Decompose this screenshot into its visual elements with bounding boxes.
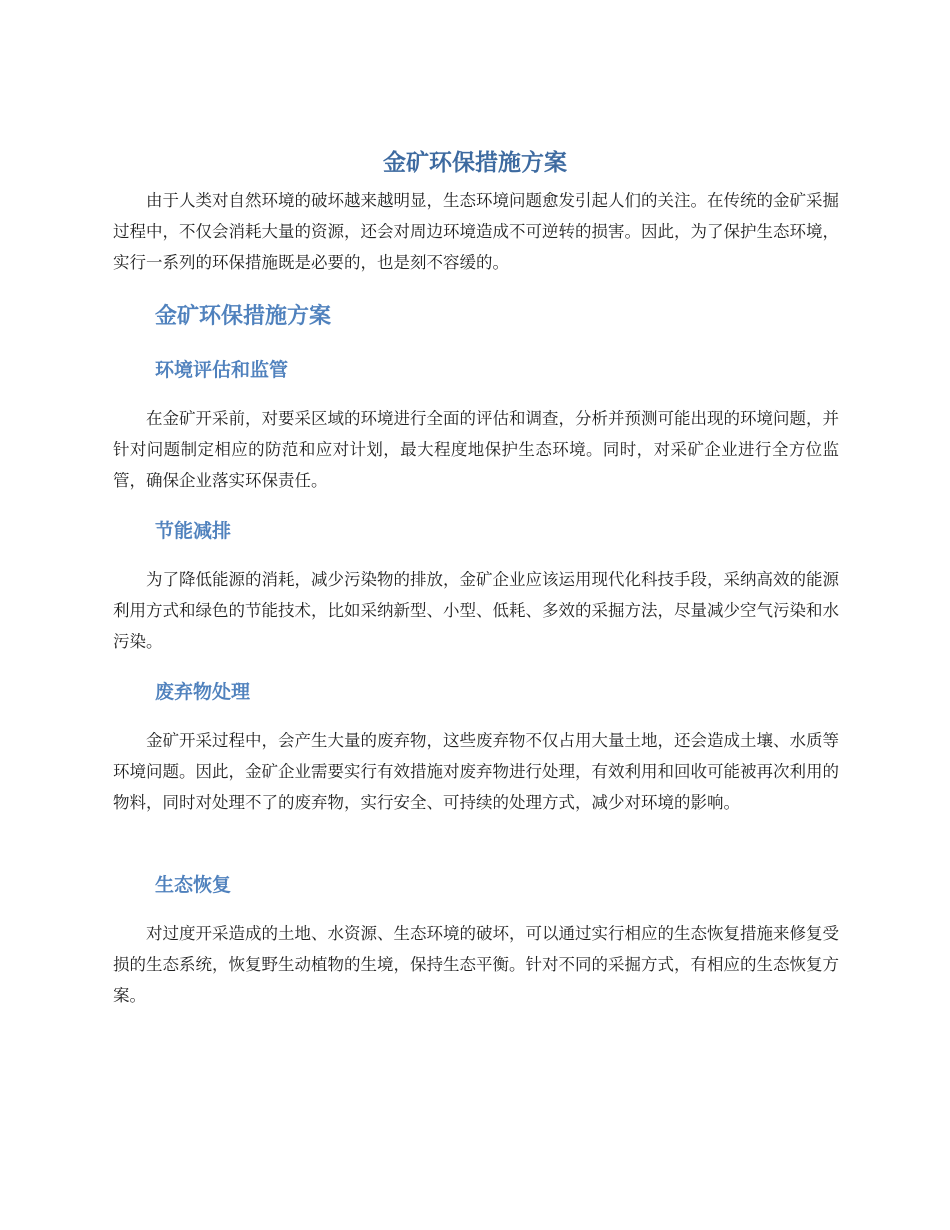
paragraph-ecological-restoration: 对过度开采造成的土地、水资源、生态环境的破坏，可以通过实行相应的生态恢复措施来修复受损的生态系统，恢复野生动植物的生境，保持生态平衡。针对不同的采掘方式，有相应的生态恢复方案。: [113, 924, 839, 1005]
page-title: 金矿环保措施方案: [383, 150, 567, 176]
paragraph-waste-treatment: 金矿开采过程中，会产生大量的废弃物，这些废弃物不仅占用大量土地，还会造成土壤、水质等环境问题。因此，金矿企业需要实行有效措施对废弃物进行处理，有效利用和回收可能被再次利用的物料，同时对处理不了的废弃物，实行安全、可持续的处理方式，减少对环境的影响。: [113, 731, 839, 812]
subheading-energy-saving: 节能减排: [155, 520, 232, 542]
subheading-environmental-assessment: 环境评估和监管: [155, 359, 289, 381]
intro-paragraph: 由于人类对自然环境的破坏越来越明显，生态环境问题愈发引起人们的关注。在传统的金矿采掘过程中，不仅会消耗大量的资源，还会对周边环境造成不可逆转的损害。因此，为了保护生态环境，实行一系列的环保措施既是必要的，也是刻不容缓的。: [113, 191, 839, 272]
paragraph-energy-saving: 为了降低能源的消耗，减少污染物的排放，金矿企业应该运用现代化科技手段，采纳高效的能源利用方式和绿色的节能技术，比如采纳新型、小型、低耗、多效的采掘方法，尽量减少空气污染和水污染。: [113, 570, 839, 651]
paragraph-environmental-assessment: 在金矿开采前，对要采区域的环境进行全面的评估和调查，分析并预测可能出现的环境问题，并针对问题制定相应的防范和应对计划，最大程度地保护生态环境。同时，对采矿企业进行全方位监管，确保企业落实环保责任。: [113, 409, 839, 490]
subheading-ecological-restoration: 生态恢复: [155, 874, 232, 896]
subheading-waste-treatment: 废弃物处理: [155, 681, 251, 703]
section-heading: 金矿环保措施方案: [155, 304, 332, 329]
